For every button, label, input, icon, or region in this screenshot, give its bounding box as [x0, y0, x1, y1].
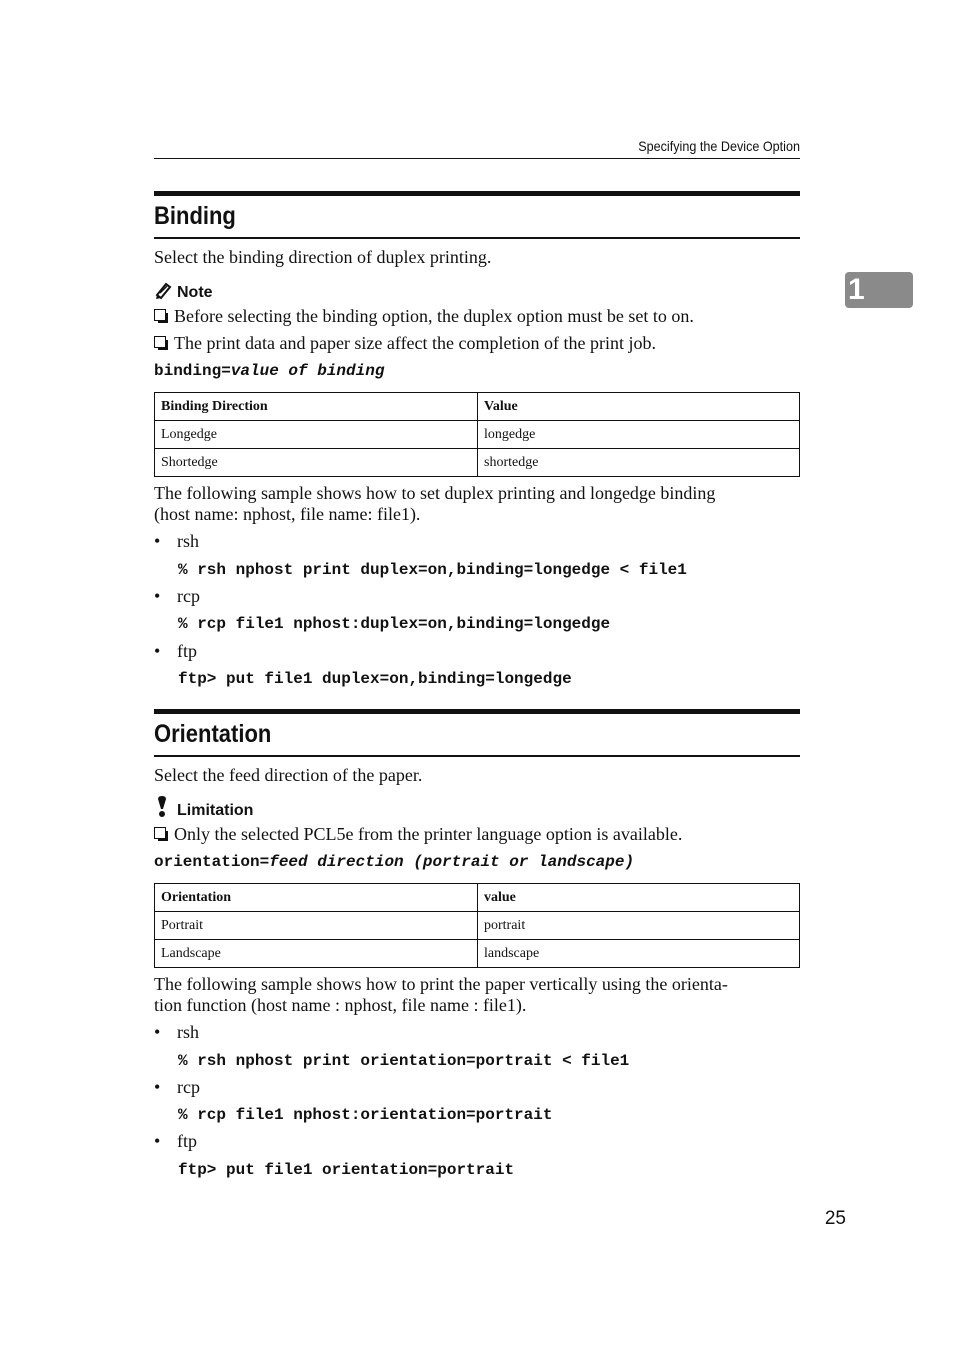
sample-command: ftp> put file1 orientation=portrait: [178, 1161, 515, 1179]
bullet-icon: •: [154, 1022, 161, 1042]
list-item: [154, 641, 197, 662]
page-number: 25: [824, 1208, 846, 1229]
checkbox-bullet-icon: [154, 336, 166, 348]
table-header-cell: Orientation: [155, 884, 478, 912]
table-row: [155, 421, 800, 449]
section-rule-top: [154, 709, 800, 714]
sample-intro-line: The following sample shows how to set duplex printing and longedge binding: [154, 483, 716, 503]
table-row: [155, 940, 800, 968]
sample-command: % rsh nphost print orientation=portrait < file1: [178, 1052, 630, 1070]
limitation-item: [154, 824, 800, 845]
orientation-intro: Select the feed direction of the paper.: [154, 765, 423, 785]
checkbox-bullet-icon: [154, 827, 166, 839]
syntax-value: feed direction (portrait or landscape): [269, 853, 635, 871]
checkbox-bullet-icon: [154, 309, 166, 321]
bullet-icon: •: [154, 641, 161, 661]
note-item: [154, 306, 800, 327]
table-cell: Landscape: [155, 940, 478, 968]
orientation-sample-intro: [154, 974, 800, 1016]
note-item-text: Before selecting the binding option, the duplex option must be set to on.: [174, 306, 694, 326]
bullet-icon: •: [154, 1077, 161, 1097]
section-rule-top: [154, 191, 800, 196]
section-title-binding: Binding: [154, 202, 236, 230]
running-header: Specifying the Device Option: [638, 138, 800, 154]
bullet-icon: •: [154, 1131, 161, 1151]
orientation-syntax: [154, 852, 634, 872]
table-header-row: [155, 393, 800, 421]
chapter-tab: [845, 272, 913, 308]
limitation-item-text: Only the selected PCL5e from the printer language option is available.: [174, 824, 683, 844]
table-cell: shortedge: [478, 449, 800, 477]
syntax-value: value of binding: [230, 362, 385, 380]
note-pencil-icon: [154, 281, 174, 301]
orientation-table: [154, 883, 800, 968]
sample-intro-line: The following sample shows how to print the paper vertically using the orienta-: [154, 974, 728, 994]
table-row: [155, 912, 800, 940]
table-header-row: [155, 884, 800, 912]
sample-command: ftp> put file1 duplex=on,binding=longedge: [178, 670, 572, 688]
list-item: [154, 1077, 200, 1098]
table-cell: Longedge: [155, 421, 478, 449]
list-item: [154, 1131, 197, 1152]
sample-label: rsh: [177, 531, 199, 551]
list-item: [154, 531, 199, 552]
bullet-icon: •: [154, 586, 161, 606]
note-label: Note: [177, 284, 213, 301]
table-cell: portrait: [478, 912, 800, 940]
bullet-icon: •: [154, 531, 161, 551]
section-rule-bottom: [154, 237, 800, 239]
table-header-cell: Value: [478, 393, 800, 421]
list-item: [154, 586, 200, 607]
binding-table: [154, 392, 800, 477]
sample-command: % rcp file1 nphost:duplex=on,binding=longedge: [178, 615, 611, 633]
sample-label: ftp: [177, 641, 197, 661]
table-row: [155, 449, 800, 477]
table-cell: longedge: [478, 421, 800, 449]
syntax-key: orientation=: [154, 853, 270, 871]
table-cell: Shortedge: [155, 449, 478, 477]
sample-label: ftp: [177, 1131, 197, 1151]
section-title-orientation: Orientation: [154, 720, 272, 748]
syntax-key: binding=: [154, 362, 231, 380]
sample-command: % rsh nphost print duplex=on,binding=longedge < file1: [178, 561, 687, 579]
limitation-label: Limitation: [177, 802, 254, 819]
section-rule-bottom: [154, 755, 800, 757]
binding-intro: Select the binding direction of duplex printing.: [154, 247, 492, 267]
table-cell: landscape: [478, 940, 800, 968]
table-header-cell: value: [478, 884, 800, 912]
note-item: [154, 333, 800, 354]
binding-syntax: [154, 361, 384, 381]
sample-intro-line: (host name: nphost, file name: file1).: [154, 504, 421, 524]
note-item-text: The print data and paper size affect the completion of the print job.: [174, 333, 656, 353]
sample-command: % rcp file1 nphost:orientation=portrait: [178, 1106, 553, 1124]
sample-label: rcp: [177, 1077, 200, 1097]
binding-sample-intro: [154, 483, 800, 525]
table-header-cell: Binding Direction: [155, 393, 478, 421]
sample-label: rcp: [177, 586, 200, 606]
chapter-number: 1: [848, 273, 865, 306]
sample-label: rsh: [177, 1022, 199, 1042]
sample-intro-line: tion function (host name : nphost, file name : file1).: [154, 995, 527, 1015]
limitation-icon: [154, 796, 174, 816]
list-item: [154, 1022, 199, 1043]
table-cell: Portrait: [155, 912, 478, 940]
header-rule: [154, 158, 800, 159]
